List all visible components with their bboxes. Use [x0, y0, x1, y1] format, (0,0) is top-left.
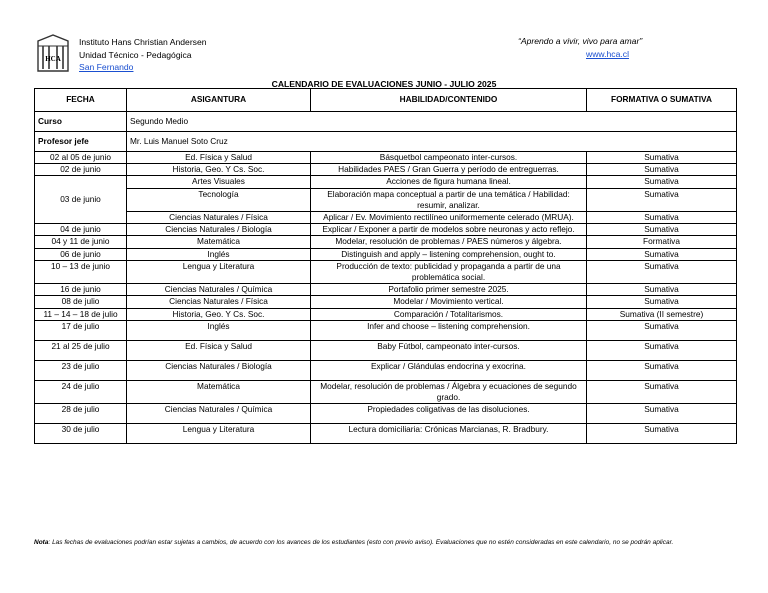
- cell-asignatura: Lengua y Literatura: [127, 424, 311, 444]
- cell-habilidad: Producción de texto: publicidad y propaganda a partir de una problemática social.: [311, 260, 587, 283]
- cell-tipo: Sumativa: [587, 320, 737, 340]
- course-row: [35, 112, 737, 132]
- cell-habilidad: Explicar / Glándulas endocrina y exocrina.: [311, 360, 587, 380]
- cell-tipo: Sumativa: [587, 188, 737, 211]
- cell-habilidad: Propiedades coligativas de las disoluciones.: [311, 404, 587, 424]
- cell-asignatura: Ciencias Naturales / Química: [127, 284, 311, 296]
- cell-fecha: 16 de junio: [35, 284, 127, 296]
- cell-habilidad: Distinguish and apply – listening comprehension, ought to.: [311, 248, 587, 260]
- table-row: [35, 380, 737, 403]
- cell-habilidad: Baby Fútbol, campeonato inter-cursos.: [311, 340, 587, 360]
- institution-name: Instituto Hans Christian Andersen: [79, 37, 207, 47]
- table-row: [35, 188, 737, 211]
- footnote-label: Nota: [34, 539, 49, 546]
- cell-asignatura: Matemática: [127, 236, 311, 248]
- cell-fecha: 02 de junio: [35, 164, 127, 176]
- table-row: [35, 360, 737, 380]
- cell-habilidad: Modelar, resolución de problemas / PAES números y álgebra.: [311, 236, 587, 248]
- table-row: [35, 164, 737, 176]
- cell-fecha: 06 de junio: [35, 248, 127, 260]
- cell-asignatura: Tecnología: [127, 188, 311, 211]
- table-row: [35, 284, 737, 296]
- cell-fecha: 04 de junio: [35, 224, 127, 236]
- table-row: [35, 236, 737, 248]
- cell-fecha: 23 de julio: [35, 360, 127, 380]
- cell-tipo: Sumativa: [587, 164, 737, 176]
- cell-habilidad: Habilidades PAES / Gran Guerra y período de entreguerras.: [311, 164, 587, 176]
- cell-habilidad: Modelar, resolución de problemas / Álgebra y ecuaciones de segundo grado.: [311, 380, 587, 403]
- cell-tipo: Sumativa: [587, 340, 737, 360]
- cell-fecha: 10 – 13 de junio: [35, 260, 127, 283]
- cell-habilidad: Comparación / Totalitarismos.: [311, 308, 587, 320]
- column-header-asignatura: ASIGANTURA: [127, 89, 311, 112]
- cell-fecha: 08 de julio: [35, 296, 127, 308]
- course-label: Curso: [35, 112, 127, 132]
- cell-habilidad: Básquetbol campeonato inter-cursos.: [311, 152, 587, 164]
- table-row: [35, 296, 737, 308]
- table-row: [35, 404, 737, 424]
- school-logo: [34, 33, 72, 73]
- cell-asignatura: Matemática: [127, 380, 311, 403]
- footnote-text: : Las fechas de evaluaciones podrían estar sujetas a cambios, de acuerdo con los avances de los estudiantes (esto con previo aviso). Evaluaciones que no estén consideradas en este calendario, no se podrán aplicar.: [48, 539, 674, 546]
- cell-tipo: Sumativa: [587, 224, 737, 236]
- cell-tipo: Sumativa: [587, 296, 737, 308]
- cell-asignatura: Ciencias Naturales / Física: [127, 296, 311, 308]
- cell-fecha: 17 de julio: [35, 320, 127, 340]
- cell-asignatura: Lengua y Literatura: [127, 260, 311, 283]
- cell-tipo: Sumativa: [587, 404, 737, 424]
- cell-asignatura: Ciencias Naturales / Biología: [127, 360, 311, 380]
- cell-tipo: Formativa: [587, 236, 737, 248]
- cell-asignatura: Ciencias Naturales / Química: [127, 404, 311, 424]
- cell-habilidad: Portafolio primer semestre 2025.: [311, 284, 587, 296]
- unit-name: Unidad Técnico - Pedagógica: [79, 49, 192, 60]
- cell-habilidad: Modelar / Movimiento vertical.: [311, 296, 587, 308]
- table-row: [35, 320, 737, 340]
- table-row: [35, 152, 737, 164]
- cell-asignatura: Ed. Física y Salud: [127, 152, 311, 164]
- cell-tipo: Sumativa: [587, 424, 737, 444]
- cell-asignatura: Ciencias Naturales / Biología: [127, 224, 311, 236]
- table-row: [35, 212, 737, 224]
- column-header-fecha: FECHA: [35, 89, 127, 112]
- cell-tipo: Sumativa: [587, 260, 737, 283]
- institution-block: [79, 36, 207, 74]
- school-motto: “Aprendo a vivir, vivo para amar”: [518, 36, 643, 46]
- page-title: CALENDARIO DE EVALUACIONES JUNIO - JULIO 2025: [271, 79, 497, 89]
- cell-fecha: 03 de junio: [35, 176, 127, 224]
- cell-asignatura: Historia, Geo. Y Cs. Soc.: [127, 164, 311, 176]
- column-header-row: [35, 89, 737, 112]
- footnote: [34, 538, 740, 547]
- cell-fecha: 04 y 11 de junio: [35, 236, 127, 248]
- cell-fecha: 24 de julio: [35, 380, 127, 403]
- cell-fecha: 21 al 25 de julio: [35, 340, 127, 360]
- cell-tipo: Sumativa: [587, 152, 737, 164]
- cell-tipo: Sumativa: [587, 360, 737, 380]
- teacher-value: Mr. Luis Manuel Soto Cruz: [127, 132, 737, 152]
- table-row: [35, 224, 737, 236]
- table-row: [35, 260, 737, 283]
- column-header-tipo: FORMATIVA O SUMATIVA: [587, 89, 737, 112]
- course-value: Segundo Medio: [127, 112, 737, 132]
- teacher-row: [35, 132, 737, 152]
- cell-habilidad: Aplicar / Ev. Movimiento rectilíneo uniformemente celerado (MRUA).: [311, 212, 587, 224]
- cell-tipo: Sumativa: [587, 284, 737, 296]
- table-row: [35, 340, 737, 360]
- cell-fecha: 30 de julio: [35, 424, 127, 444]
- evaluation-calendar-table: [34, 88, 737, 444]
- logo-letters: HCA: [45, 55, 61, 63]
- cell-fecha: 11 – 14 – 18 de julio: [35, 308, 127, 320]
- cell-asignatura: Ciencias Naturales / Física: [127, 212, 311, 224]
- cell-fecha: 28 de julio: [35, 404, 127, 424]
- cell-tipo: Sumativa (II semestre): [587, 308, 737, 320]
- cell-habilidad: Lectura domiciliaria: Crónicas Marcianas, R. Bradbury.: [311, 424, 587, 444]
- cell-asignatura: Inglés: [127, 248, 311, 260]
- cell-tipo: Sumativa: [587, 176, 737, 188]
- cell-habilidad: Infer and choose – listening comprehension.: [311, 320, 587, 340]
- cell-tipo: Sumativa: [587, 212, 737, 224]
- cell-tipo: Sumativa: [587, 248, 737, 260]
- cell-habilidad: Explicar / Exponer a partir de modelos sobre neuronas y acto reflejo.: [311, 224, 587, 236]
- cell-habilidad: Elaboración mapa conceptual a partir de una temática / Habilidad: resumir, analizar.: [311, 188, 587, 211]
- table-row: [35, 424, 737, 444]
- cell-asignatura: Historia, Geo. Y Cs. Soc.: [127, 308, 311, 320]
- cell-fecha: 02 al 05 de junio: [35, 152, 127, 164]
- table-row: [35, 176, 737, 188]
- table-row: [35, 308, 737, 320]
- cell-asignatura: Ed. Física y Salud: [127, 340, 311, 360]
- table-row: [35, 248, 737, 260]
- website-link[interactable]: www.hca.cl: [586, 49, 629, 59]
- column-header-habilidad: HABILIDAD/CONTENIDO: [311, 89, 587, 112]
- cell-asignatura: Inglés: [127, 320, 311, 340]
- cell-tipo: Sumativa: [587, 380, 737, 403]
- cell-asignatura: Artes Visuales: [127, 176, 311, 188]
- teacher-label: Profesor jefe: [35, 132, 127, 152]
- cell-habilidad: Acciones de figura humana lineal.: [311, 176, 587, 188]
- city-link[interactable]: San Fernando: [79, 62, 134, 73]
